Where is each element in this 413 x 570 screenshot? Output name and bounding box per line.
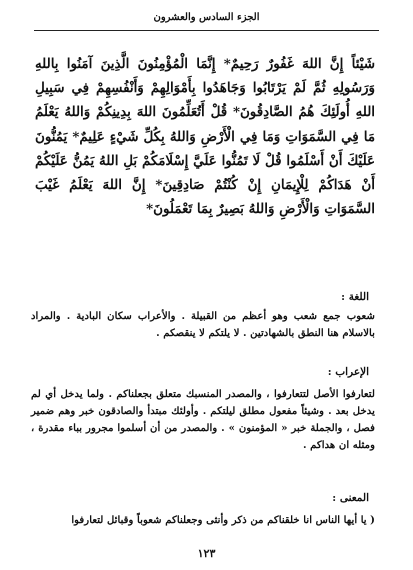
quran-verse-text: شَيْئاً إِنَّ اللهَ غَفُورٌ رَحِيمٌ* إِنَّمَا الْمُؤْمِنُونَ الَّذِينَ آمَنُوا بِاللهِ وَرَسُولِهِ ثُمَّ لَمْ يَرْتَابُوا وَجَاهَدُوا بِأَمْوَالِهِمْ وَأَنْفُسِهِمْ فِي سَبِيلِ اللهِ أُولَئِكَ هُمُ الصَّادِقُونَ* قُلْ أَتُعَلِّمُونَ اللهَ بِدِينِكُمْ وَاللهُ يَعْلَمُ مَا فِي السَّمَوَاتِ وَمَا فِي الْأَرْضِ وَاللهُ بِكُلِّ شَيْءٍ عَلِيمٌ* يَمُنُّونَ عَلَيْكَ أَنْ أَسْلَمُوا قُلْ لَا تَمُنُّوا عَلَيَّ إِسْلَامَكُمْ بَلِ اللهُ يَمُنُّ عَلَيْكُمْ أَنْ هَدَاكُمْ لِلْإِيمَانِ إِنْ كُنْتُمْ صَادِقِينَ* إِنَّ اللهَ يَعْلَمُ غَيْبَ السَّمَوَاتِ وَالْأَرْضِ وَاللهُ بَصِيرٌ بِمَا تَعْمَلُونَ* xyxy=(35,56,375,218)
running-header: الجزء السادس والعشرون xyxy=(153,12,260,23)
section-body-lugha: شعوب جمع شعب وهو أعظم من القبيلة . والأعراب سكان البادية . والمراد بالاسلام هنا النطق بالشهادتين . لا يلتكم لا ينقصكم . xyxy=(31,310,375,339)
section-title-maana: المعنى : xyxy=(332,492,369,504)
page-number: ١٢٣ xyxy=(197,547,216,560)
section-body-maana: ( يا أيها الناس انا خلقناكم من ذكر وأنثى وجعلناكم شعوباً وقبائل لتعارفوا xyxy=(71,514,375,526)
section-title-lugha: اللغة : xyxy=(341,291,369,303)
section-title-irab: الإعراب : xyxy=(327,366,369,378)
header-divider xyxy=(34,30,379,31)
section-body-irab: لتعارفوا الأصل لتتعارفوا ، والمصدر المنسبك متعلق بجعلناكم . ولما يدخل أي لم يدخل بعد . وشيئاً مفعول مطلق ليلتكم . وأولئك مبتدأ والصادقون خبر وهم ضمير فصل ، والجملة خبر « المؤمنون » . والمصدر من أن أسلموا مجرور بباء مقدرة ، ومثله ان هداكم . xyxy=(31,388,375,451)
